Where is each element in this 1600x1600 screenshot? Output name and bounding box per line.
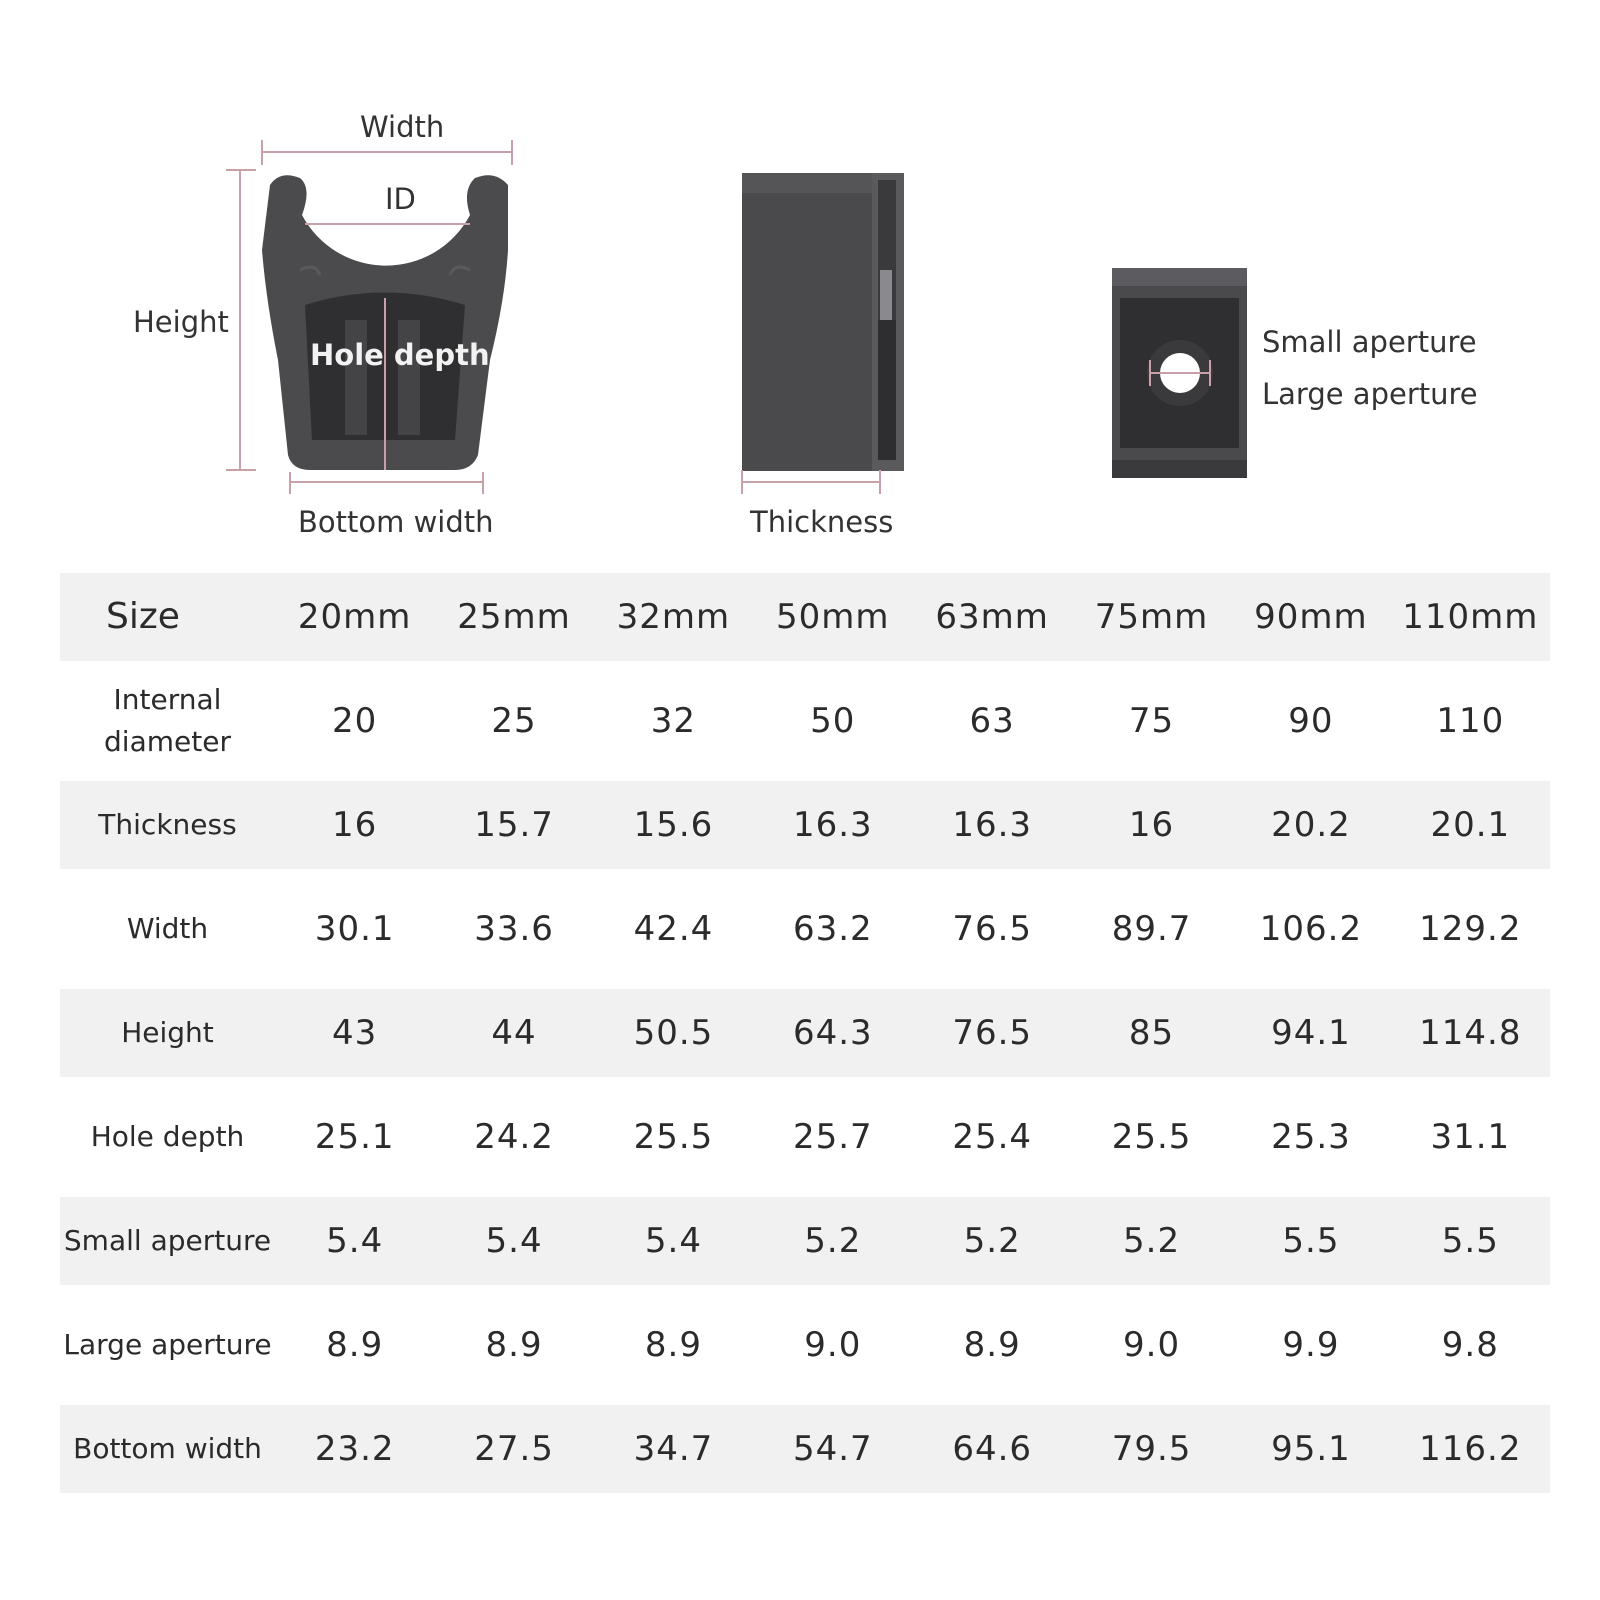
table-cell: 5.4 (594, 1197, 753, 1285)
table-cell: 129.2 (1419, 909, 1522, 949)
table-cell: 89.7 (1111, 909, 1192, 949)
table-cell: 9.0 (804, 1325, 862, 1365)
table-cell: 16.3 (753, 781, 912, 869)
row-label: Hole depth (90, 1120, 245, 1153)
table-cell: 23.2 (275, 1405, 434, 1493)
table-cell: 114.8 (1391, 989, 1550, 1077)
table-cell: 8.9 (485, 1325, 543, 1365)
label-id: ID (385, 182, 416, 216)
row-label: Height (60, 989, 275, 1077)
table-cell: 20.1 (1391, 781, 1550, 869)
table-cell: 90 (1288, 701, 1334, 741)
table-cell: 20 (332, 701, 378, 741)
table-cell: 8.9 (644, 1325, 702, 1365)
table-cell: 64.3 (753, 989, 912, 1077)
spec-table-wrapper (60, 573, 1550, 1493)
side-dimension-lines (742, 470, 880, 494)
table-cell: 25 (491, 701, 537, 741)
table-cell: 9.9 (1282, 1325, 1340, 1365)
header-size-cell: 32mm (594, 573, 753, 661)
table-cell: 8.9 (326, 1325, 384, 1365)
table-cell: 5.2 (753, 1197, 912, 1285)
table-header-row (60, 573, 1550, 661)
table-cell: 95.1 (1231, 1405, 1390, 1493)
row-label: Thickness (60, 781, 275, 869)
table-cell: 76.5 (952, 909, 1033, 949)
table-row (60, 1285, 1550, 1405)
table-cell: 79.5 (1072, 1405, 1231, 1493)
label-width: Width (360, 110, 445, 144)
header-size-cell: 63mm (913, 573, 1072, 661)
header-size-cell: 75mm (1072, 573, 1231, 661)
table-cell: 44 (434, 989, 593, 1077)
table-cell: 15.6 (594, 781, 753, 869)
table-cell: 32 (650, 701, 697, 741)
table-cell: 16.3 (913, 781, 1072, 869)
table-row (60, 661, 1550, 781)
row-label: Width (126, 912, 209, 945)
table-cell: 5.2 (1072, 1197, 1231, 1285)
label-thickness: Thickness (750, 505, 894, 539)
header-size-cell: 20mm (275, 573, 434, 661)
table-cell: 30.1 (314, 909, 395, 949)
spec-table (60, 573, 1550, 1493)
table-cell: 5.4 (434, 1197, 593, 1285)
side-view-clamp (742, 173, 904, 471)
table-cell: 34.7 (594, 1405, 753, 1493)
table-cell: 5.5 (1231, 1197, 1390, 1285)
table-cell: 5.5 (1391, 1197, 1550, 1285)
table-cell: 25.5 (633, 1117, 714, 1157)
table-cell: 25.5 (1111, 1117, 1192, 1157)
table-row (60, 869, 1550, 989)
table-cell: 8.9 (963, 1325, 1021, 1365)
row-label: Bottom width (60, 1405, 275, 1493)
table-cell: 106.2 (1259, 909, 1363, 949)
table-row (60, 989, 1550, 1077)
row-label: Large aperture (63, 1328, 272, 1361)
table-cell: 16 (1072, 781, 1231, 869)
table-cell: 24.2 (474, 1117, 554, 1157)
table-cell: 5.2 (913, 1197, 1072, 1285)
table-row (60, 781, 1550, 869)
table-cell: 75 (1128, 701, 1175, 741)
table-cell: 20.2 (1231, 781, 1390, 869)
label-large-aperture: Large aperture (1262, 377, 1478, 411)
label-height: Height (133, 305, 229, 339)
table-cell: 31.1 (1430, 1117, 1511, 1157)
table-cell: 25.4 (952, 1117, 1033, 1157)
header-size-cell: 110mm (1391, 573, 1550, 661)
header-size-cell: 50mm (753, 573, 912, 661)
header-label: Size (60, 573, 275, 661)
table-cell: 50 (810, 701, 856, 741)
table-cell: 85 (1072, 989, 1231, 1077)
clamp-illustrations (0, 0, 1600, 560)
label-hole-depth: Hole depth (310, 338, 490, 372)
table-cell: 9.0 (1123, 1325, 1181, 1365)
header-size-cell: 25mm (434, 573, 593, 661)
table-cell: 43 (275, 989, 434, 1077)
table-cell: 27.5 (434, 1405, 593, 1493)
label-small-aperture: Small aperture (1262, 325, 1477, 359)
table-row (60, 1405, 1550, 1493)
table-cell: 16 (275, 781, 434, 869)
product-diagram (0, 0, 1600, 560)
table-row (60, 1197, 1550, 1285)
label-bottom-width: Bottom width (298, 505, 494, 539)
table-cell: 54.7 (753, 1405, 912, 1493)
table-cell: 42.4 (633, 909, 714, 949)
table-cell: 110 (1436, 701, 1505, 741)
table-cell: 33.6 (474, 909, 554, 949)
table-cell: 116.2 (1391, 1405, 1550, 1493)
table-cell: 63.2 (792, 909, 873, 949)
table-cell: 9.8 (1441, 1325, 1499, 1365)
table-cell: 15.7 (434, 781, 593, 869)
table-cell: 63 (969, 701, 1015, 741)
table-cell: 76.5 (913, 989, 1072, 1077)
header-size-cell: 90mm (1231, 573, 1390, 661)
table-cell: 64.6 (913, 1405, 1072, 1493)
table-cell: 94.1 (1231, 989, 1390, 1077)
table-cell: 50.5 (594, 989, 753, 1077)
table-cell: 5.4 (275, 1197, 434, 1285)
table-cell: 25.7 (792, 1117, 873, 1157)
row-label: Internal diameter (104, 683, 231, 758)
table-row (60, 1077, 1550, 1197)
table-cell: 25.3 (1271, 1117, 1351, 1157)
row-label: Small aperture (60, 1197, 275, 1285)
table-cell: 25.1 (314, 1117, 395, 1157)
